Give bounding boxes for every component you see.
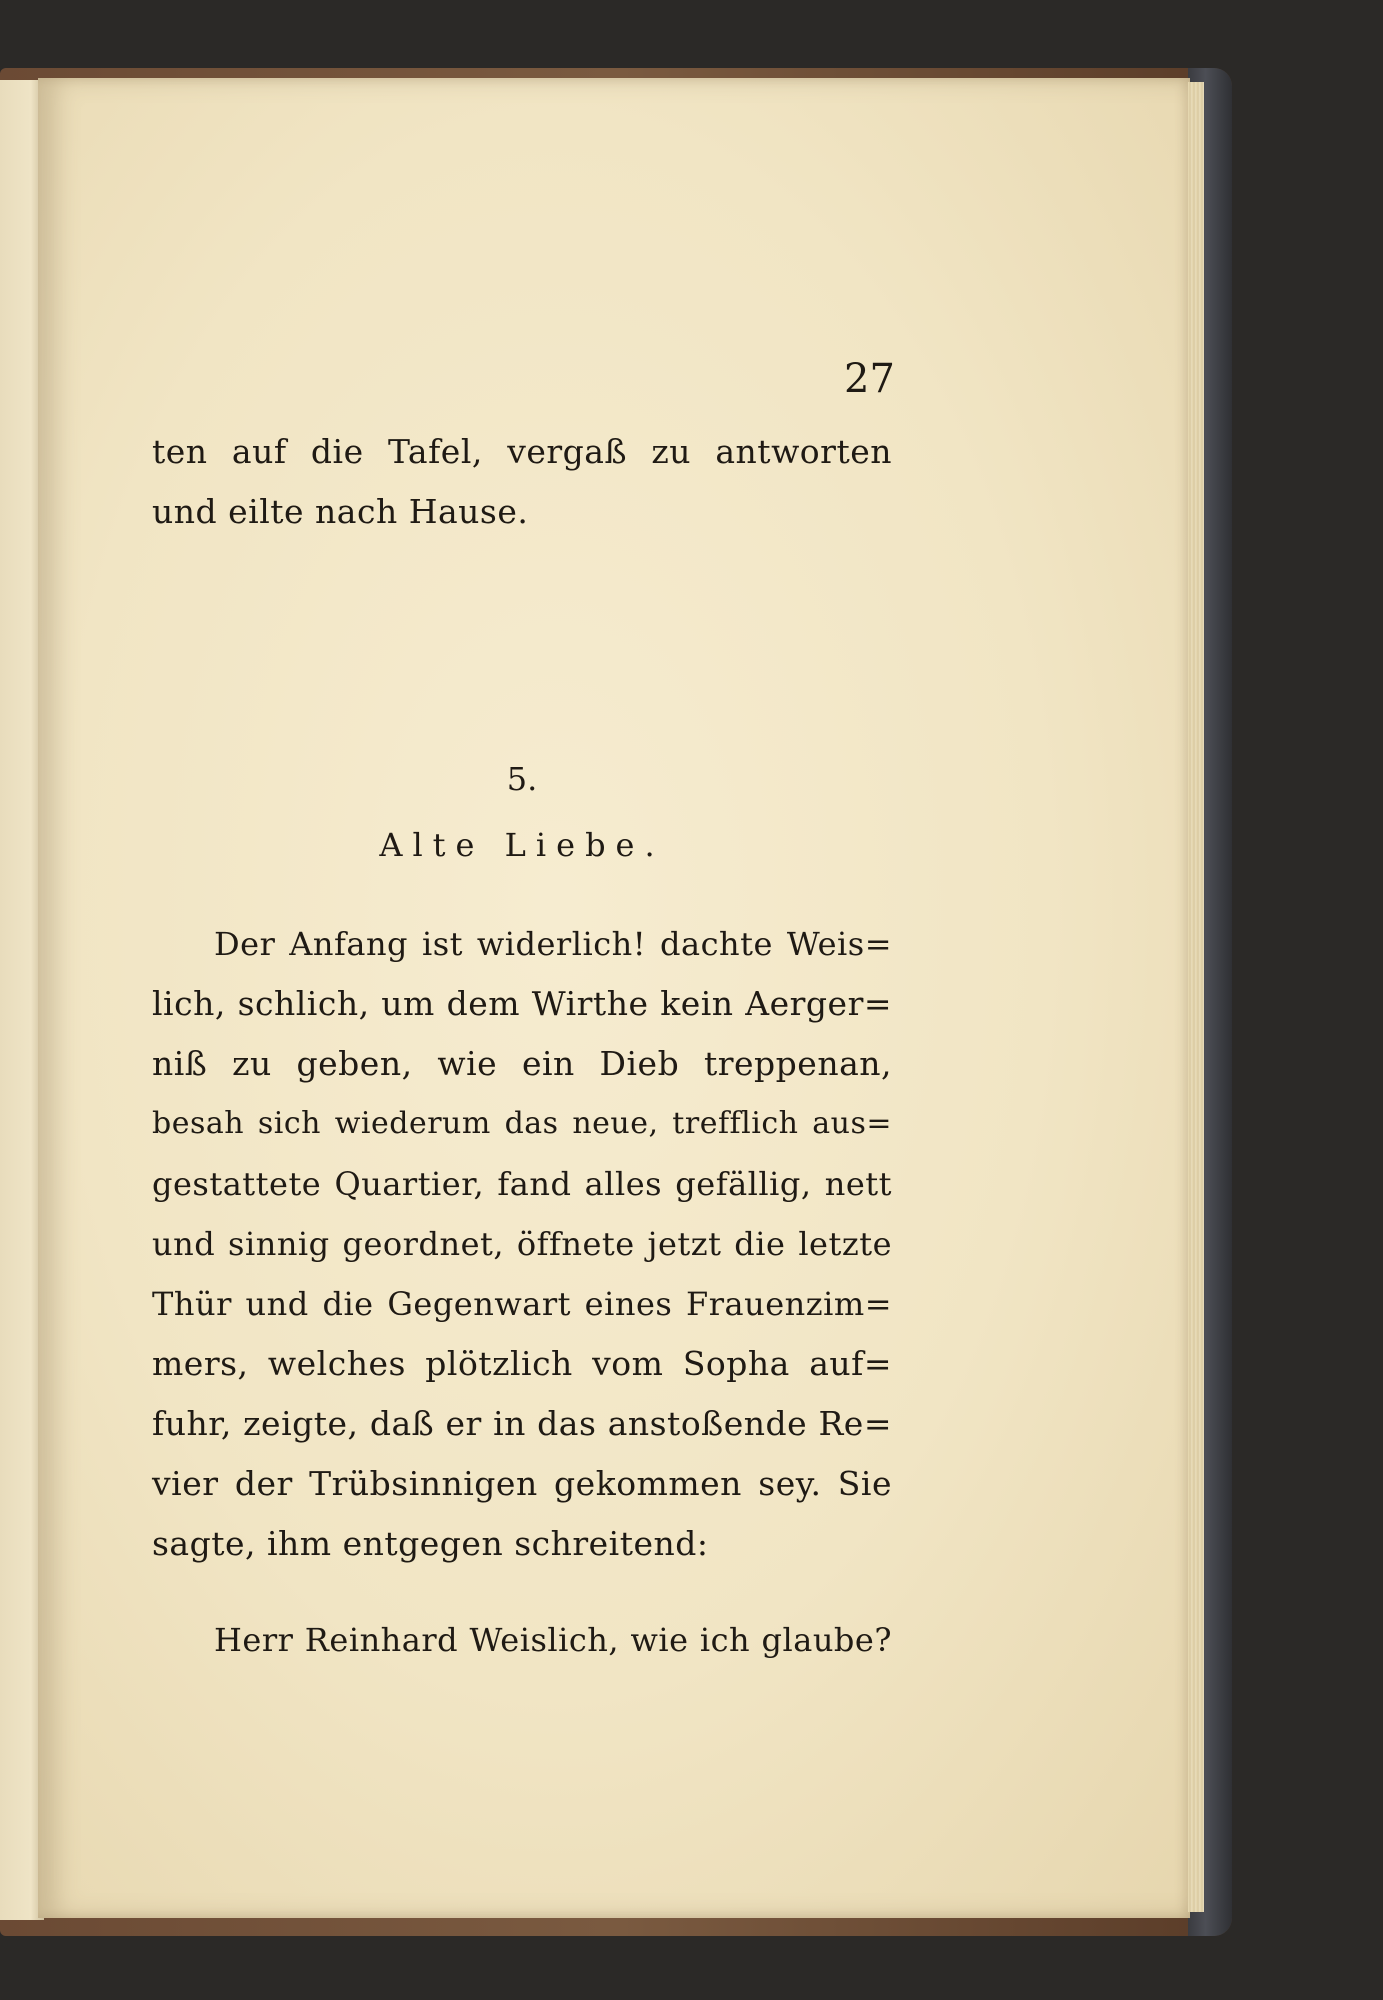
text-line: sagte, ihm entgegen schreitend:	[152, 1524, 709, 1563]
text-line: Der Anfang ist widerlich! dachte Weis=	[214, 925, 892, 963]
text-line: Herr Reinhard Weislich, wie ich glaube?	[214, 1621, 892, 1659]
paragraph	[152, 914, 892, 1574]
text-line: ten auf die Tafel, vergaß zu antworten	[152, 432, 892, 471]
text-line: und eilte nach Hause.	[152, 492, 529, 531]
section-number: 5.	[506, 760, 538, 798]
text-line: besah sich wiederum das neue, trefflich aus=	[152, 1106, 892, 1141]
section-title: Alte Liebe.	[379, 826, 665, 864]
text-line: mers, welches plötzlich vom Sopha auf=	[152, 1344, 892, 1383]
page-number: 27	[844, 356, 895, 402]
text-line: Thür und die Gegenwart eines Frauenzim=	[152, 1285, 892, 1323]
opening-lines	[152, 422, 892, 542]
text-line: gestattete Quartier, fand alles gefällig, nett	[152, 1165, 892, 1203]
text-line: lich, schlich, um dem Wirthe kein Aerger=	[152, 984, 892, 1023]
text-line: niß zu geben, wie ein Dieb treppenan,	[152, 1044, 892, 1083]
text-line: und sinnig geordnet, öffnete jetzt die letzte	[152, 1225, 892, 1263]
paragraph	[152, 1610, 892, 1670]
text-line: vier der Trübsinnigen gekommen sey. Sie	[152, 1464, 892, 1503]
text-line: fuhr, zeigte, daß er in das anstoßende Re=	[152, 1404, 892, 1443]
book-page	[38, 78, 1190, 1918]
page-stack-edge	[1188, 82, 1204, 1912]
